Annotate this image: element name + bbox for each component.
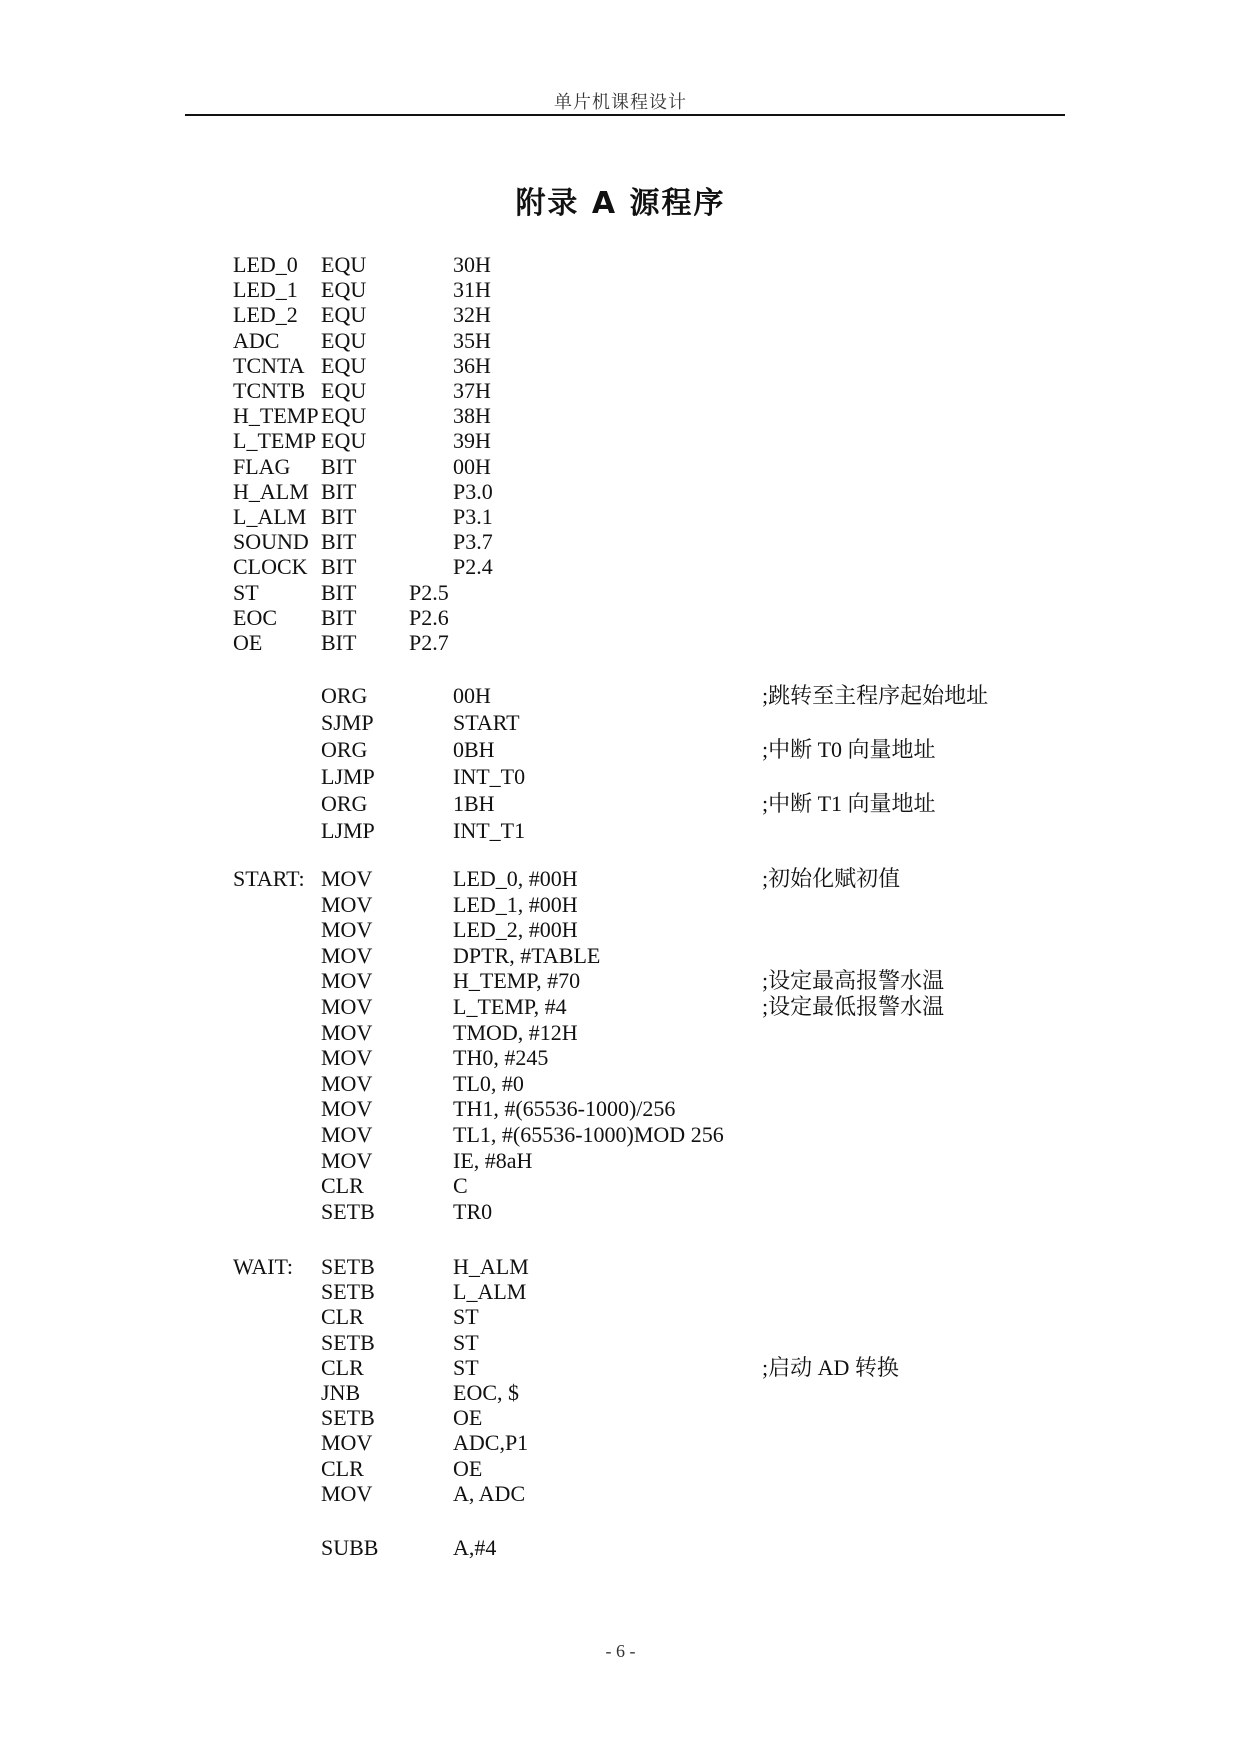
page-number: - 6 - [605,1641,636,1661]
code-label: FLAG [233,453,291,479]
code-label: LED_1 [233,277,298,303]
code-mnemonic: MOV [321,1096,373,1122]
code-comment: ;中断 T1 向量地址 [762,791,936,816]
code-label: LED_2 [233,302,298,328]
code-mnemonic: EQU [321,252,367,277]
code-operand: 0BH [453,737,495,762]
code-operand: 30H [453,252,491,277]
code-mnemonic: SETB [321,1279,375,1305]
code-mnemonic: BIT [321,453,357,479]
code-mnemonic: MOV [321,1070,373,1096]
code-label: ST [233,579,259,605]
code-operand: 00H [453,683,491,708]
code-comment: ;设定最高报警水温 [762,968,945,994]
code-mnemonic: BIT [321,478,357,504]
code-mnemonic: BIT [321,529,357,555]
code-label: SOUND [233,529,309,555]
code-mnemonic: EQU [321,277,367,303]
code-operand: TH1, #(65536-1000)/256 [453,1096,676,1122]
code-label: TCNTA [233,352,305,378]
code-comment: ;初始化赋初值 [762,866,901,891]
code-label: EOC [233,604,277,630]
code-mnemonic: JNB [321,1380,361,1405]
code-operand: 1BH [453,791,495,816]
code-operand: OE [453,1455,483,1481]
code-label: OE [233,630,263,655]
code-operand: P2.5 [409,579,449,605]
code-operand: P3.1 [453,504,493,529]
code-operand: 31H [453,277,491,303]
code-comment: ;跳转至主程序起始地址 [762,683,989,708]
code-label: H_ALM [233,478,309,504]
code-label: LED_0 [233,252,298,277]
code-mnemonic: EQU [321,378,367,403]
code-operand: H_TEMP, #70 [453,968,581,994]
code-mnemonic: SETB [321,1329,375,1355]
code-operand: A, ADC [453,1480,526,1506]
code-mnemonic: MOV [321,917,373,943]
code-label: TCNTB [233,378,306,403]
code-operand: ST [453,1304,479,1330]
code-mnemonic: EQU [321,403,367,429]
code-operand: ADC,P1 [453,1430,529,1456]
code-mnemonic: ORG [321,737,368,762]
code-operand: 39H [453,428,491,454]
code-mnemonic: EQU [321,428,367,454]
code-operand: TR0 [453,1198,493,1224]
code-mnemonic: SETB [321,1254,375,1279]
code-label: START: [233,866,305,891]
code-mnemonic: EQU [321,352,367,378]
code-mnemonic: BIT [321,504,357,529]
code-mnemonic: MOV [321,942,373,968]
code-operand: 36H [453,352,491,378]
page-header: 单片机课程设计 [554,92,687,112]
code-operand: 38H [453,403,491,429]
code-operand: TL1, #(65536-1000)MOD 256 [453,1122,724,1147]
code-mnemonic: CLR [321,1455,364,1481]
code-label: WAIT: [233,1254,293,1279]
code-operand: ST [453,1354,479,1380]
code-operand: L_ALM [453,1279,527,1305]
code-comment: ;启动 AD 转换 [762,1354,899,1380]
code-operand: OE [453,1405,483,1431]
code-mnemonic: CLR [321,1304,364,1330]
code-operand: LED_0, #00H [453,866,578,891]
code-mnemonic: MOV [321,1147,373,1173]
code-operand: L_TEMP, #4 [453,994,567,1019]
code-mnemonic: SETB [321,1198,375,1224]
code-operand: INT_T0 [453,764,526,789]
code-mnemonic: LJMP [321,818,375,843]
code-mnemonic: MOV [321,994,373,1019]
code-operand: A,#4 [453,1535,497,1560]
code-operand: START [453,710,520,735]
code-operand: IE, #8aH [453,1147,533,1173]
code-mnemonic: MOV [321,1430,373,1456]
code-mnemonic: LJMP [321,764,375,789]
code-operand: INT_T1 [453,818,526,843]
code-mnemonic: MOV [321,1045,373,1071]
code-operand: TL0, #0 [453,1070,524,1096]
code-mnemonic: ORG [321,791,368,816]
code-mnemonic: MOV [321,1122,373,1147]
code-operand: 35H [453,327,491,353]
code-label: H_TEMP [233,403,319,429]
code-operand: P3.0 [453,478,493,504]
code-operand: TMOD, #12H [453,1019,578,1045]
code-operand: TH0, #245 [453,1045,549,1071]
code-mnemonic: SJMP [321,710,374,735]
code-mnemonic: MOV [321,891,373,917]
code-mnemonic: BIT [321,579,357,605]
code-mnemonic: BIT [321,630,357,655]
code-mnemonic: MOV [321,968,373,994]
code-mnemonic: CLR [321,1354,364,1380]
code-label: L_TEMP [233,428,317,454]
code-operand: 00H [453,453,491,479]
page-title: 附录 A 源程序 [515,186,726,221]
code-mnemonic: MOV [321,1480,373,1506]
code-comment: ;中断 T0 向量地址 [762,737,936,762]
code-mnemonic: BIT [321,604,357,630]
code-operand: P2.4 [453,554,493,580]
code-operand: P2.7 [409,630,449,655]
code-operand: 32H [453,302,491,328]
code-operand: P2.6 [409,604,449,630]
code-operand: C [453,1173,468,1199]
code-mnemonic: BIT [321,554,357,580]
code-mnemonic: CLR [321,1173,364,1199]
code-operand: EOC, $ [453,1380,519,1405]
code-operand: ST [453,1329,479,1355]
code-operand: LED_2, #00H [453,917,578,943]
code-mnemonic: EQU [321,327,367,353]
code-mnemonic: ORG [321,683,368,708]
code-operand: LED_1, #00H [453,891,578,917]
code-operand: 37H [453,378,491,403]
code-label: CLOCK [233,554,308,580]
code-operand: H_ALM [453,1254,529,1279]
code-mnemonic: SETB [321,1405,375,1431]
code-label: L_ALM [233,504,307,529]
code-label: ADC [233,327,280,353]
code-mnemonic: MOV [321,1019,373,1045]
code-comment: ;设定最低报警水温 [762,994,945,1019]
code-mnemonic: SUBB [321,1535,379,1560]
code-operand: DPTR, #TABLE [453,942,601,968]
code-operand: P3.7 [453,529,493,555]
code-mnemonic: EQU [321,302,367,328]
code-mnemonic: MOV [321,866,373,891]
